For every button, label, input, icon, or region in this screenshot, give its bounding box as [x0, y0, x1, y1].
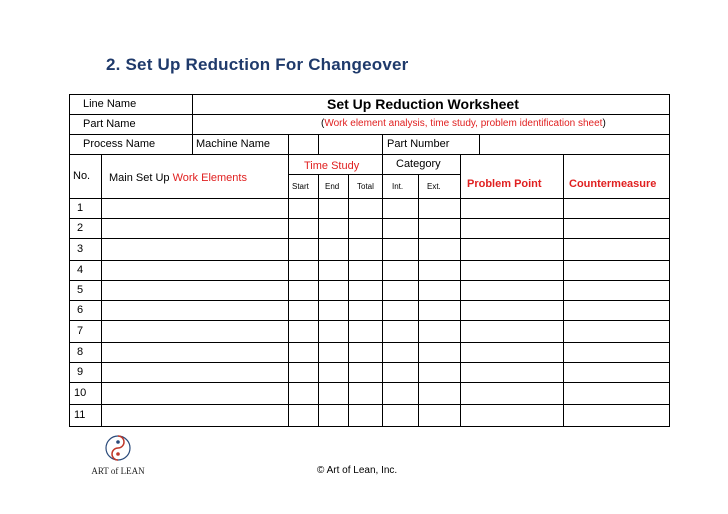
row-number: 4 — [77, 264, 84, 276]
countermeasure-header: Countermeasure — [569, 178, 657, 190]
line-name-label: Line Name — [83, 98, 137, 110]
total-header: Total — [357, 182, 374, 191]
category-header: Category — [396, 158, 441, 170]
art-of-lean-logo — [82, 432, 154, 488]
problem-point-header: Problem Point — [467, 178, 542, 190]
worksheet-heading: Set Up Reduction Worksheet — [327, 96, 519, 112]
end-header: End — [325, 182, 340, 191]
row-number: 10 — [74, 387, 87, 399]
row-number: 11 — [74, 409, 86, 421]
row-number: 2 — [77, 222, 84, 234]
row-number: 9 — [77, 366, 84, 378]
page-title: 2. Set Up Reduction For Changeover — [106, 55, 409, 74]
time-study-header: Time Study — [304, 160, 360, 172]
part-number-label: Part Number — [387, 138, 450, 150]
row-number: 6 — [77, 304, 84, 316]
copyright-notice: © Art of Lean, Inc. — [317, 465, 398, 476]
row-number: 7 — [77, 325, 84, 337]
row-number: 5 — [77, 284, 84, 296]
worksheet-subtitle: (Work element analysis, time study, problem identification sheet) — [321, 118, 606, 129]
start-header: Start — [292, 182, 309, 191]
process-name-label: Process Name — [83, 138, 156, 150]
column-work-elements-header: Main Set Up Work Elements — [109, 172, 247, 184]
column-number-header: No. — [73, 170, 91, 182]
svg-text:ART of LEAN: ART of LEAN — [91, 466, 145, 476]
machine-name-label: Machine Name — [196, 138, 270, 150]
row-number: 8 — [77, 346, 84, 358]
external-header: Ext. — [427, 182, 441, 191]
row-number: 3 — [77, 243, 84, 255]
part-name-label: Part Name — [83, 118, 136, 130]
internal-header: Int. — [392, 182, 404, 191]
row-number: 1 — [77, 202, 84, 214]
